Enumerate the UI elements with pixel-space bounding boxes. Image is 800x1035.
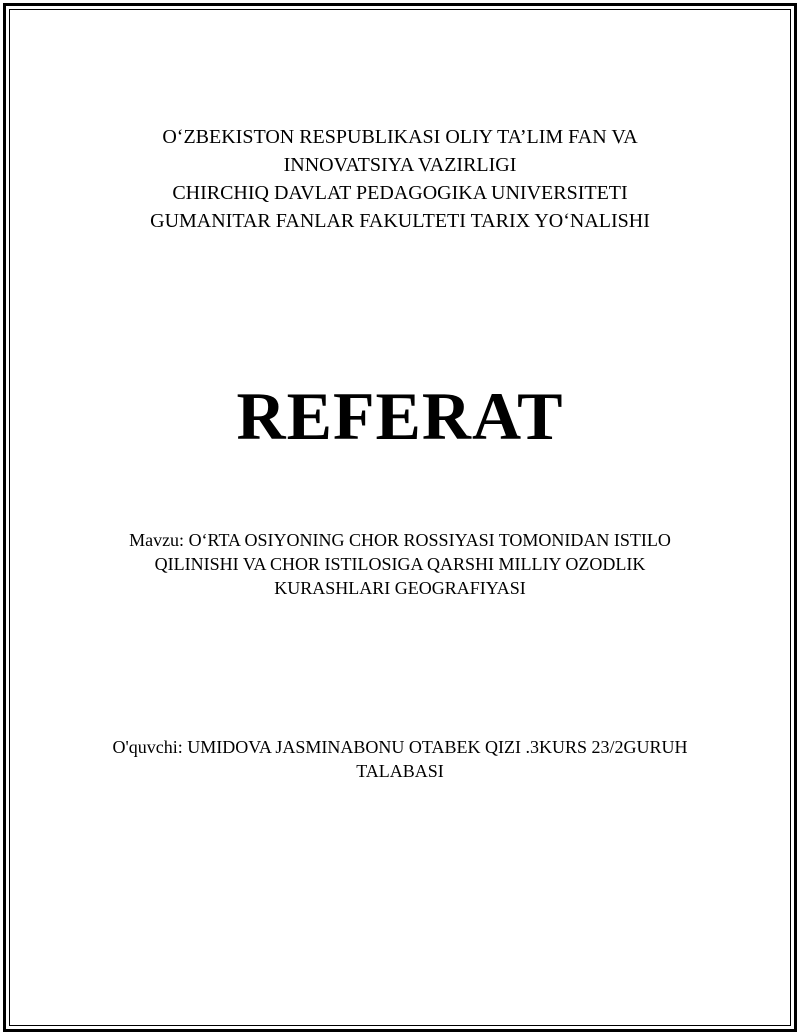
header-line-university: CHIRCHIQ DAVLAT PEDAGOGIKA UNIVERSITETI [172, 182, 628, 204]
document-title: REFERAT [236, 378, 564, 454]
institution-header [0, 123, 800, 235]
header-line-ministry-2: INNOVATSIYA VAZIRLIGI [283, 154, 517, 176]
student-info: O'quvchi: UMIDOVA JASMINABONU OTABEK QIZI .3KURS 23/2GURUH TALABASI [112, 737, 688, 781]
header-line-ministry-1: O‘ZBEKISTON RESPUBLIKASI OLIY TA’LIM FAN VA [162, 126, 638, 148]
header-line-faculty: GUMANITAR FANLAR FAKULTETI TARIX YO‘NALISHI [150, 210, 650, 232]
topic-text: Mavzu: O‘RTA OSIYONING CHOR ROSSIYASI TOMONIDAN ISTILO QILINISHI VA CHOR ISTILOSIGA QARSHI MILLIY OZODLIK KURASHLARI GEOGRAFIYASI [129, 530, 671, 598]
